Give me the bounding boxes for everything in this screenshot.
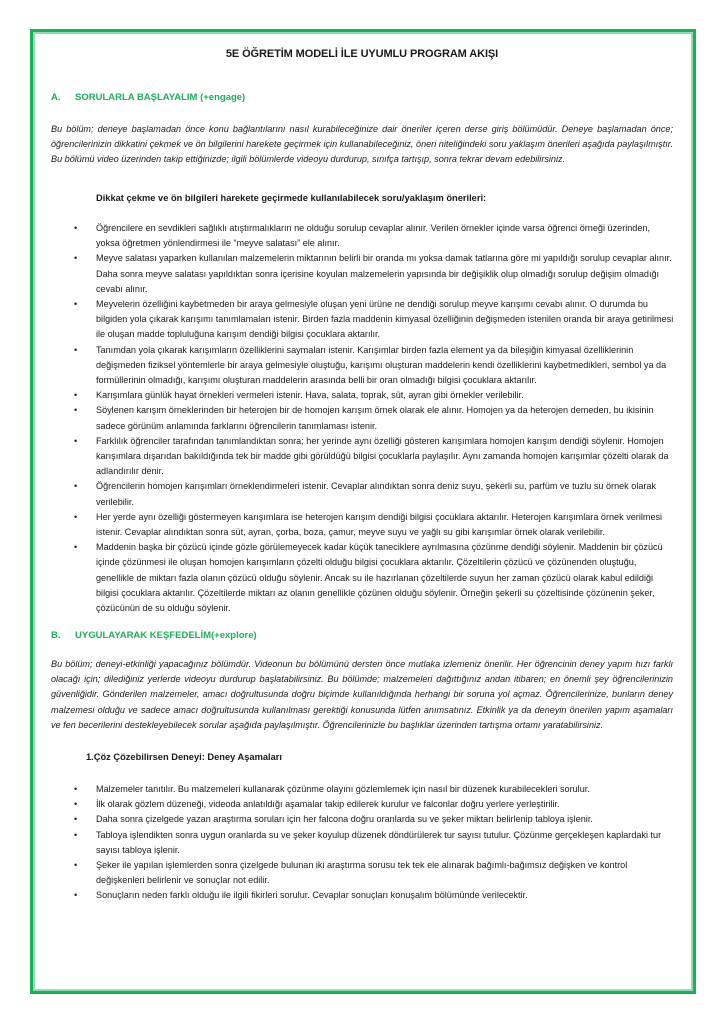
section-b-intro: Bu bölüm; deneyi-etkinliği yapacağınız bölümdür. Videonun bu bölümünü dersten önce mutlaka izlemeniz önerilir. Her öğrencinin deney yapım hızı farklı olacağı için; dilediğiniz yerlerde videoyu durdurup başlatabilirsiniz. Bu bölümde; malzemeleri dağıttığınız andan itibaren; en önemli şey öğrencilerinizin güvenliğidir. Gönderilen malzemeler, amacı doğrultusunda doğru biçimde kullanıldığında herhangi bir soruna yol açmaz. Öğrencilerinize, bunların deney malzemesi olduğu ve sadece amacı doğrultusunda kullanılması gerektiği konusunda lütfen anımsatınız. Etkinlik ya da deneyin önerilen yapım aşamaları ve fen becerilerini destekleyebilecek sorular aşağıda paylaşılmıştır. Öğrencilerinizle bu başlıklar üzerinden tartışma ortamı yaratabilirsiniz. — [51, 659, 673, 730]
list-item: • Meyve salatası yaparken kullanılan malzemelerin miktarının belirli bir oranda mı yoksa damak tatlarına göre mi yapıldığı sorulup cevaplar alınır. Daha sonra meyve salatası yapıldıktan sonra içerisine koyulan malzemelerin yapısında bir değişiklik olup olmadığı sorulup değişim olmadığı cevabı alınır. — [66, 251, 676, 297]
section-letter: B. — [51, 630, 61, 641]
list-item: • Daha sonra çizelgede yazan araştırma soruları için her falcona doğru oranlarda su ve şeker miktarı belirlenip tabloya işlenir. — [66, 812, 676, 827]
list-item: • Farklılık öğrenciler tarafından tanımlandıktan sonra; her yerinde aynı özelliği gösteren karışımlara homojen karışım dendiği söylenir. Homojen karışımlara dışarıdan bakıldığında tek bir madde gibi görüldüğü bilgisi çocuklarla paylaşılır. Aynı zamanda homojen karışımlar çözelti olarak da adlandırılır denir. — [66, 434, 676, 480]
list-item: • Tabloya işlendikten sonra uygun oranlarda su ve şeker koyulup düzenek döndürülerek tur sayısı tutulur. Çözünme gerçekleşen kaplardaki tur sayısı tabloya işlenir. — [66, 828, 676, 858]
list-item: • Şeker ile yapılan işlemlerden sonra çizelgede bulunan iki araştırma sorusu tek tek ele alınarak bağımlı-bağımsız değişken ve kontrol değişkenleri belirlenir ve sonuçlar not edilir. — [66, 858, 676, 888]
section-b-heading — [51, 630, 257, 641]
section-b-subheading: 1.Çöz Çözebilirsen Deneyi: Deney Aşamaları — [86, 752, 282, 762]
section-a-subheading: Dikkat çekme ve ön bilgileri harekete geçirmede kullanılabilecek soru/yaklaşım önerileri: — [96, 193, 487, 203]
list-item: • Maddenin başka bir çözücü içinde gözle görülemeyecek kadar küçük taneciklere ayrılmasına çözünme dendiği söylenir. Maddenin bir çözücü içinde çözünmesi ile oluşan homojen karışımların çözelti olduğu bilgisi çocuklara aktarılır. Çözeltilerin çözücü ve çözünenden oluştuğu, genellikle de miktarı fazla olanın çözücü olduğu söylenir. Ancak su ile hazırlanan çözeltilerde suyun her zaman çözücü olarak kabul edildiği bilgisi çocuklara aktarılır. Çözeltilerde miktarı az olanın genellikle çözünen olduğu söylenir. Örneğin şekerli su çözeltisinde çözünenin şeker, çözücünün de su olduğu söylenir. — [66, 540, 676, 616]
section-a-intro: Bu bölüm; deneye başlamadan önce konu bağlantılarını nasıl kurabileceğinize dair öneriler içeren derse giriş bölümüdür. Deneye başlamadan önce; öğrencilerinizin dikkatini çekmek ve ön bilgilerini harekete geçirmek için kullanabileceğiniz, öneri niteliğindeki soru yaklaşım önerileri aşağıda paylaşılmıştır. Bu bölümü video üzerinden takip ettiğinizde; ilgili bölümlerde videoyu durdurup, sınıfça tartışıp, sonra tekrar devam edebilirsiniz. — [51, 124, 673, 165]
section-b-bullet-list — [66, 782, 676, 904]
section-a-bullet-list — [66, 221, 676, 616]
list-item: • Malzemeler tanıtılır. Bu malzemeleri kullanarak çözünme olayını gözlemlemek için nasıl bir düzenek kurabilecekleri sorulur. — [66, 782, 676, 797]
section-title: SORULARLA BAŞLAYALIM (+engage) — [75, 92, 246, 103]
list-item: • Karışımlara günlük hayat örnekleri vermeleri istenir. Hava, salata, toprak, süt, ayran gibi örnekler verilebilir. — [66, 388, 676, 403]
section-a-heading — [51, 92, 245, 103]
section-title: UYGULAYARAK KEŞFEDELİM(+explore) — [75, 630, 257, 641]
list-item: • Söylenen karışım örneklerinden bir heterojen bir de homojen karışım örnek olarak ele alınır. Homojen ya da heterojen demeden, bu ikisinin sadece görünüm anlamında farklarını öğrencilerin tanımlaması istenir. — [66, 403, 676, 433]
list-item: • Öğrencilere en sevdikleri sağlıklı atıştırmalıkların ne olduğu sorulup cevaplar alınır. Verilen örnekler içinde varsa öğrenci örneği üzerinden, yoksa öğretmen yönlendirmesi ile “meyve salatası” ele alınır. — [66, 221, 676, 251]
list-item: • İlk olarak gözlem düzeneği, videoda anlatıldığı aşamalar takip edilerek kurulur ve falconlar doğru yerlere yerleştirilir. — [66, 797, 676, 812]
list-item: • Öğrencilerin homojen karışımları örneklendirmeleri istenir. Cevaplar alındıktan sonra deniz suyu, şekerli su, parfüm ve tuzlu su örnek olarak verilebilir. — [66, 479, 676, 509]
list-item: • Tanımdan yola çıkarak karışımların özelliklerini saymaları istenir. Karışımlar birden fazla element ya da bileşiğin kimyasal özelliklerinin değişmeden fiziksel yöntemlerle bir araya gelmesiyle oluştuğu, karışımı oluşturan maddelerin kendi özelliklerini kaybetmedikleri, sembol ya da formüllerinin olmadığı, karışımı oluşturan maddelerin arasında belli bir oran olmadığı bilgisi çocuklara aktarılır. — [66, 343, 676, 389]
section-letter: A. — [51, 92, 61, 103]
list-item: • Sonuçların neden farklı olduğu ile ilgili fikirleri sorulur. Cevaplar sonuçları konuşalım bölümünde verilecektir. — [66, 888, 676, 903]
list-item: • Her yerde aynı özelliği göstermeyen karışımlara ise heterojen karışım dendiği bilgisi çocuklara aktarılır. Heterojen karışımlara örnek verilmesi istenir. Cevaplar alındıktan sonra süt, ayran, çorba, boza, çamur, meyve suyu ve yağlı su gibi karışımlar örnek olarak verilebilir. — [66, 510, 676, 540]
list-item: • Meyvelerin özelliğini kaybetmeden bir araya gelmesiyle oluşan yeni ürüne ne dendiği sorulup meyve karışımı cevabı alınır. O durumda bu bilgiden yola çıkarak karışımı tanımlamaları istenir. Birden fazla maddenin kimyasal özelliğinin değişmeden istenilen oranda bir araya getirilmesi ile oluşan madde topluluğuna karışım dendiği bilgisi çocuklara aktarılır. — [66, 297, 676, 343]
document-title: 5E ÖĞRETİM MODELİ İLE UYUMLU PROGRAM AKIŞI — [225, 48, 499, 60]
